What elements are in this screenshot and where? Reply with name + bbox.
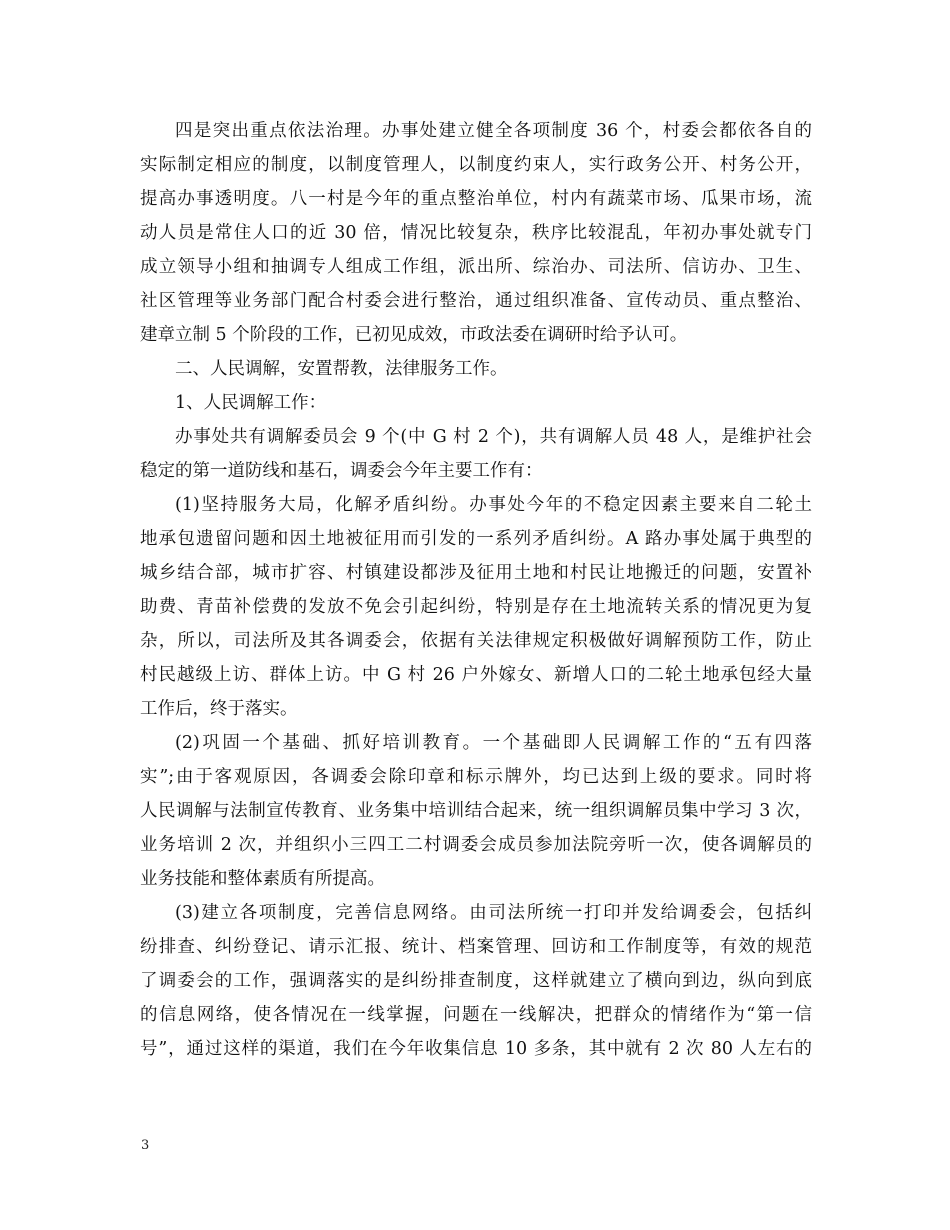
text-line: 村民越级上访、群体上访。中 G 村 26 户外嫁女、新增人口的二轮土地承包经大量 <box>140 665 812 685</box>
text-line: 实际制定相应的制度，以制度管理人，以制度约束人，实行政务公开、村务公开， <box>140 155 812 175</box>
text-line: (3)建立各项制度，完善信息网络。由司法所统一打印并发给调委会，包括纠 <box>175 903 812 923</box>
text-line: 1、人民调解工作： <box>175 393 327 413</box>
text-line: 二、人民调解，安置帮教，法律服务工作。 <box>175 359 508 379</box>
page-number: 3 <box>141 1138 150 1153</box>
text-line: 地承包遗留问题和因土地被征用而引发的一系列矛盾纠纷。A 路办事处属于典型的 <box>140 529 812 549</box>
text-line: 的信息网络，使各情况在一线掌握，问题在一线解决，把群众的情绪作为“第一信 <box>140 1005 812 1025</box>
text-line: 业务技能和整体素质有所提高。 <box>140 869 385 889</box>
text-line: 号”，通过这样的渠道，我们在今年收集信息 10 多条，其中就有 2 次 80 人左右的 <box>140 1039 812 1059</box>
text-line: 业务培训 2 次，并组织小三四工二村调委会成员参加法院旁听一次，使各调解员的 <box>140 835 812 855</box>
text-line: 成立领导小组和抽调专人组成工作组，派出所、综治办、司法所、信访办、卫生、 <box>140 257 812 277</box>
text-line: 城乡结合部，城市扩容、村镇建设都涉及征用土地和村民让地搬迁的问题，安置补 <box>140 563 812 583</box>
text-line: 助费、青苗补偿费的发放不免会引起纠纷，特别是存在土地流转关系的情况更为复 <box>140 597 812 617</box>
text-line: 办事处共有调解委员会 9 个(中 G 村 2 个)，共有调解人员 48 人，是维护社会 <box>175 427 812 447</box>
text-line: 动人员是常住人口的近 30 倍，情况比较复杂，秩序比较混乱，年初办事处就专门 <box>140 223 812 243</box>
text-line: 社区管理等业务部门配合村委会进行整治，通过组织准备、宣传动员、重点整治、 <box>140 291 812 311</box>
text-line: 工作后，终于落实。 <box>140 699 298 719</box>
text-line: 实”;由于客观原因，各调委会除印章和标示牌外，均已达到上级的要求。同时将 <box>140 767 812 787</box>
text-line: 人民调解与法制宣传教育、业务集中培训结合起来，统一组织调解员集中学习 3 次， <box>140 801 812 821</box>
text-line: 提高办事透明度。八一村是今年的重点整治单位，村内有蔬菜市场、瓜果市场，流 <box>140 189 812 209</box>
text-line: 了调委会的工作，强调落实的是纠纷排查制度，这样就建立了横向到边，纵向到底 <box>140 971 812 991</box>
body-text <box>140 114 812 1066</box>
text-line: (1)坚持服务大局，化解矛盾纠纷。办事处今年的不稳定因素主要来自二轮土 <box>175 495 812 515</box>
text-line: 稳定的第一道防线和基石，调委会今年主要工作有： <box>140 461 543 481</box>
text-line: 建章立制 5 个阶段的工作，已初见成效，市政法委在调研时给予认可。 <box>140 325 688 345</box>
text-line: 纷排查、纠纷登记、请示汇报、统计、档案管理、回访和工作制度等，有效的规范 <box>140 937 812 957</box>
text-line: (2)巩固一个基础、抓好培训教育。一个基础即人民调解工作的“五有四落 <box>175 733 812 753</box>
text-line: 杂，所以，司法所及其各调委会，依据有关法律规定积极做好调解预防工作，防止 <box>140 631 812 651</box>
text-line: 四是突出重点依法治理。办事处建立健全各项制度 36 个，村委会都依各自的 <box>175 121 812 141</box>
